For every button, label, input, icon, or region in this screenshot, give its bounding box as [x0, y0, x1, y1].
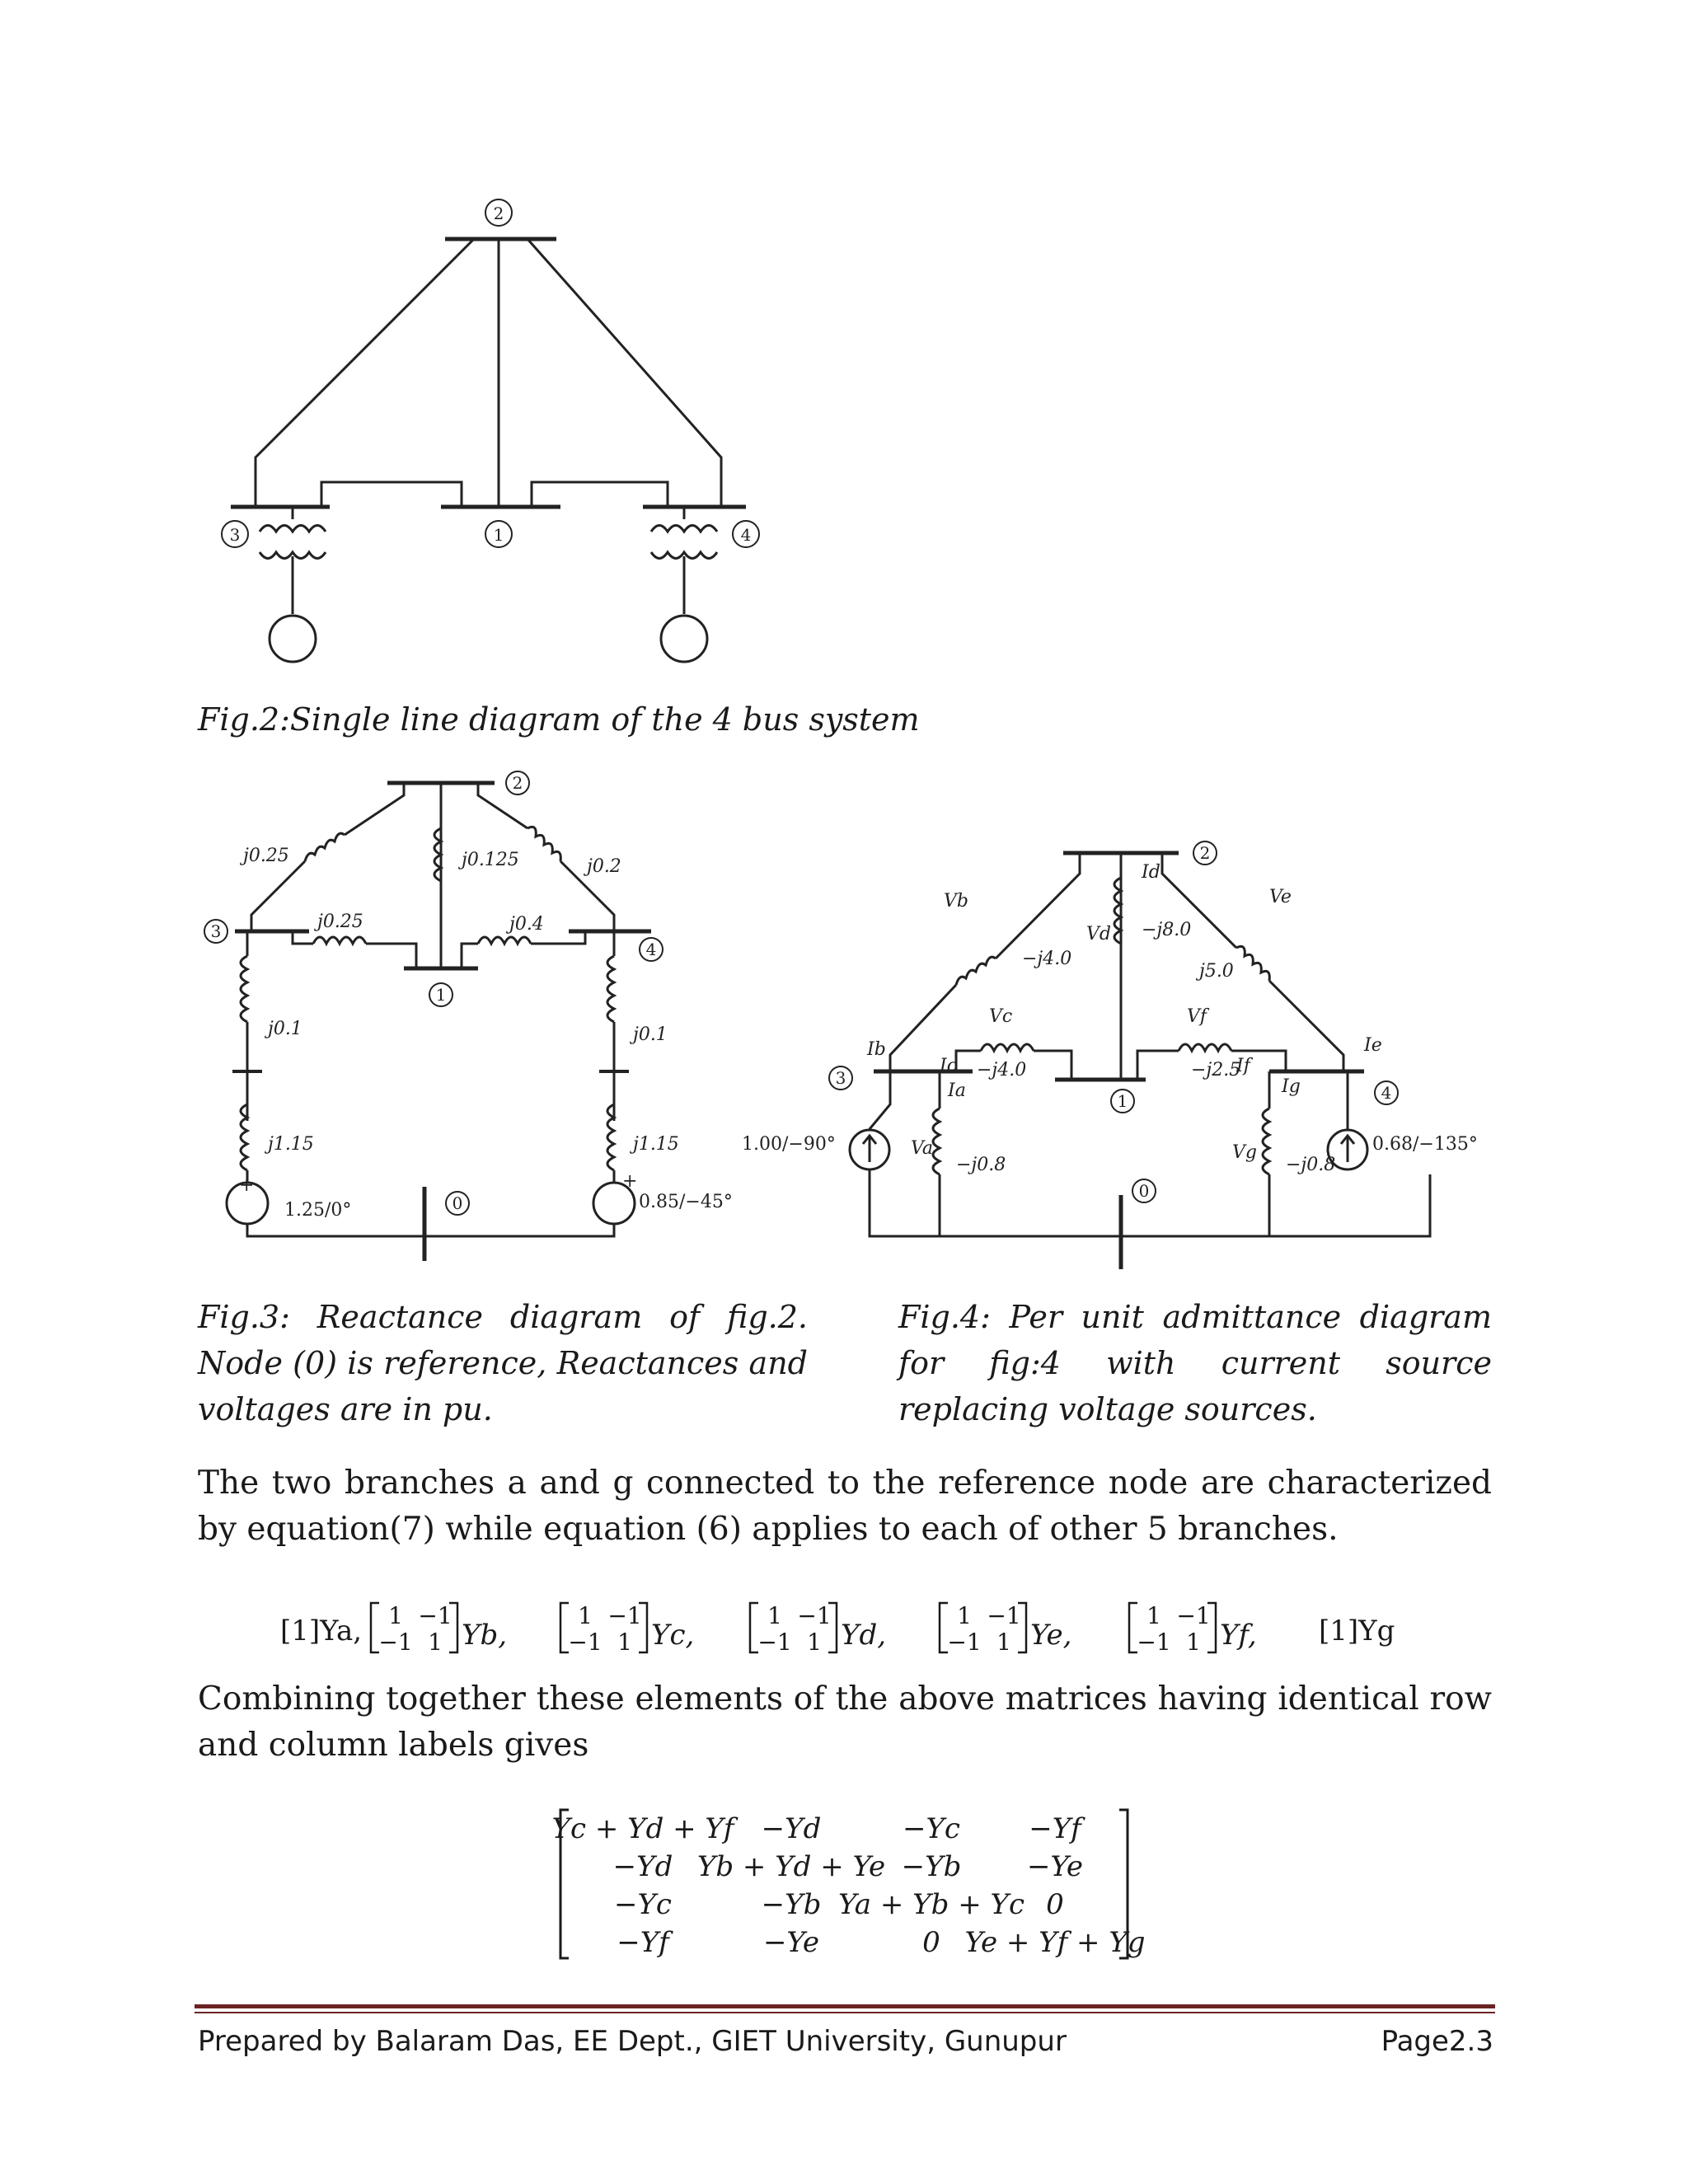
fig3-x24: j0.2 [587, 856, 621, 877]
fig4-src4: 0.68/−135° [1372, 1134, 1478, 1155]
element-matrix-sub: Ye, [1030, 1619, 1072, 1652]
ybus-cell: Yb + Yd + Ye [696, 1850, 886, 1883]
ybus-cell: −Yc [903, 1812, 960, 1845]
element-matrix-cell: 1 [1186, 1629, 1201, 1656]
fig3-e3: 1.25/0° [284, 1200, 352, 1221]
fig4-ve: Ve [1269, 887, 1292, 907]
fig3-xg4: j1.15 [633, 1134, 679, 1155]
fig2-node-4-label: 4 [740, 525, 752, 545]
element-matrix-sub: Yb, [462, 1619, 508, 1652]
element-matrix-cell: −1 [568, 1629, 603, 1656]
element-matrix-cell: 1 [996, 1629, 1011, 1656]
fig4-vc: Vc [989, 1006, 1013, 1027]
ybus-cell: −Yb [761, 1888, 822, 1921]
element-matrix-cell: 1 [388, 1602, 403, 1629]
ybus-cell: −Yf [617, 1926, 669, 1959]
fig3-xg3: j1.15 [268, 1134, 314, 1155]
fig4-yg: −j0.8 [1286, 1155, 1336, 1175]
first-element: [1]Ya, [280, 1615, 363, 1647]
fig4-ya: −j0.8 [956, 1155, 1006, 1175]
fig2-node-2-label: 2 [493, 204, 504, 223]
fig4-yc: −j4.0 [977, 1060, 1027, 1080]
element-matrix-cell: −1 [947, 1629, 982, 1656]
footer-author: Prepared by Balaram Das, EE Dept., GIET University, Gunupur [198, 2025, 1067, 2058]
fig4-node-4-label: 4 [1381, 1083, 1392, 1103]
element-matrix-cell: −1 [797, 1602, 832, 1629]
element-matrix-cell: 1 [428, 1629, 443, 1656]
fig4-ia: Ia [948, 1080, 966, 1101]
fig4-vd: Vd [1086, 924, 1111, 944]
fig4-node-1-label: 1 [1117, 1091, 1128, 1111]
fig4-ib: Ib [867, 1039, 886, 1060]
fig4-yb: −j4.0 [1022, 949, 1072, 969]
fig3-x31: j0.25 [243, 846, 289, 866]
fig4-src3: 1.00/−90° [742, 1134, 836, 1155]
page-number: Page2.3 [1381, 2025, 1493, 2058]
element-matrix-cell: −1 [1137, 1629, 1171, 1656]
fig4-ye: j5.0 [1199, 961, 1234, 982]
fig4-yf: −j2.5 [1191, 1060, 1241, 1080]
ybus-cell: 0 [1046, 1888, 1064, 1921]
fig4-yd: −j8.0 [1142, 920, 1192, 940]
fig4-caption: Fig.4: Per unit admittance diagram for fig:4 with current source replacing voltage sources. [898, 1299, 1492, 1427]
fig3-x14: j0.4 [509, 914, 544, 935]
element-matrix-cell: −1 [757, 1629, 792, 1656]
ybus-cell: Ye + Yf + Yg [964, 1926, 1146, 1959]
paragraph-combining: Combining together these elements of the above matrices having identical row and column labels gives [198, 1680, 1492, 1764]
fig3-node-0-label: 0 [452, 1193, 463, 1213]
fig2-caption: Fig.2:Single line diagram of the 4 bus system [198, 701, 920, 738]
element-matrix-sub: Yc, [651, 1619, 695, 1652]
element-matrix-cell: 1 [807, 1629, 822, 1656]
fig3-plus-left: + [239, 1175, 255, 1196]
fig4-vf: Vf [1187, 1006, 1207, 1027]
element-matrix-cell: −1 [1176, 1602, 1211, 1629]
fig4-if: If [1236, 1056, 1250, 1076]
element-matrix-cell: 1 [578, 1602, 593, 1629]
fig4-va: Va [911, 1138, 933, 1159]
fig3-node-3-label: 3 [210, 921, 222, 941]
element-matrix-cell: 1 [767, 1602, 782, 1629]
footer-rule [195, 2004, 1495, 2008]
ybus-cell: −Yb [901, 1850, 962, 1883]
fig4-vb: Vb [944, 891, 968, 912]
fig3-caption: Fig.3: Reactance diagram of fig.2. Node (0) is reference, Reactances and voltages are in pu. [198, 1299, 808, 1427]
element-matrix-cell: −1 [987, 1602, 1021, 1629]
fig2-node-1-label: 1 [493, 525, 504, 545]
ybus-cell: −Ye [762, 1926, 820, 1959]
ybus-cell: −Ye [1026, 1850, 1084, 1883]
footer-rule-thin [195, 2012, 1495, 2013]
fig4-id: Id [1142, 862, 1160, 883]
element-matrix-cell: −1 [607, 1602, 642, 1629]
fig4-ic: Ic [940, 1056, 958, 1076]
ybus-cell: 0 [922, 1926, 940, 1959]
element-matrix-cell: −1 [378, 1629, 413, 1656]
fig3-x13: j0.25 [317, 912, 363, 932]
fig4-node-3-label: 3 [835, 1068, 846, 1088]
fig3-xt4: j0.1 [633, 1024, 668, 1045]
fig4-node-0-label: 0 [1138, 1181, 1150, 1201]
element-matrix-cell: 1 [957, 1602, 972, 1629]
fig2-node-3-label: 3 [229, 525, 241, 545]
ybus-cell: Ya + Yb + Yc [838, 1888, 1025, 1921]
fig4-node-2-label: 2 [1199, 843, 1211, 863]
ybus-cell: −Yd [761, 1812, 822, 1845]
fig4-vg: Vg [1232, 1142, 1257, 1163]
ybus-cell: −Yf [1029, 1812, 1081, 1845]
fig3-node-4-label: 4 [645, 940, 657, 959]
fig3-e4: 0.85/−45° [639, 1192, 733, 1212]
element-matrix-cell: −1 [418, 1602, 452, 1629]
fig4-ie: Ie [1364, 1035, 1382, 1056]
fig3-node-2-label: 2 [512, 773, 523, 793]
fig4-ig: Ig [1282, 1076, 1301, 1097]
element-matrix-cell: 1 [617, 1629, 632, 1656]
fig3-plus-right: + [622, 1171, 638, 1192]
element-matrix-sub: Yd, [841, 1619, 887, 1652]
ybus-cell: Yc + Yd + Yf [551, 1812, 734, 1845]
fig3-x12: j0.125 [462, 850, 519, 870]
element-matrix-sub: Yf, [1220, 1619, 1257, 1652]
paragraph-branches: The two branches a and g connected to the reference node are characterized by equation(7) while equation (6) applies to each of other 5 branches. [198, 1465, 1492, 1548]
ybus-cell: −Yc [614, 1888, 672, 1921]
element-matrix-cell: 1 [1146, 1602, 1161, 1629]
fig3-node-1-label: 1 [435, 985, 447, 1005]
ybus-cell: −Yd [612, 1850, 673, 1883]
fig3-xt3: j0.1 [268, 1019, 302, 1039]
last-element: [1]Yg [1319, 1615, 1395, 1647]
